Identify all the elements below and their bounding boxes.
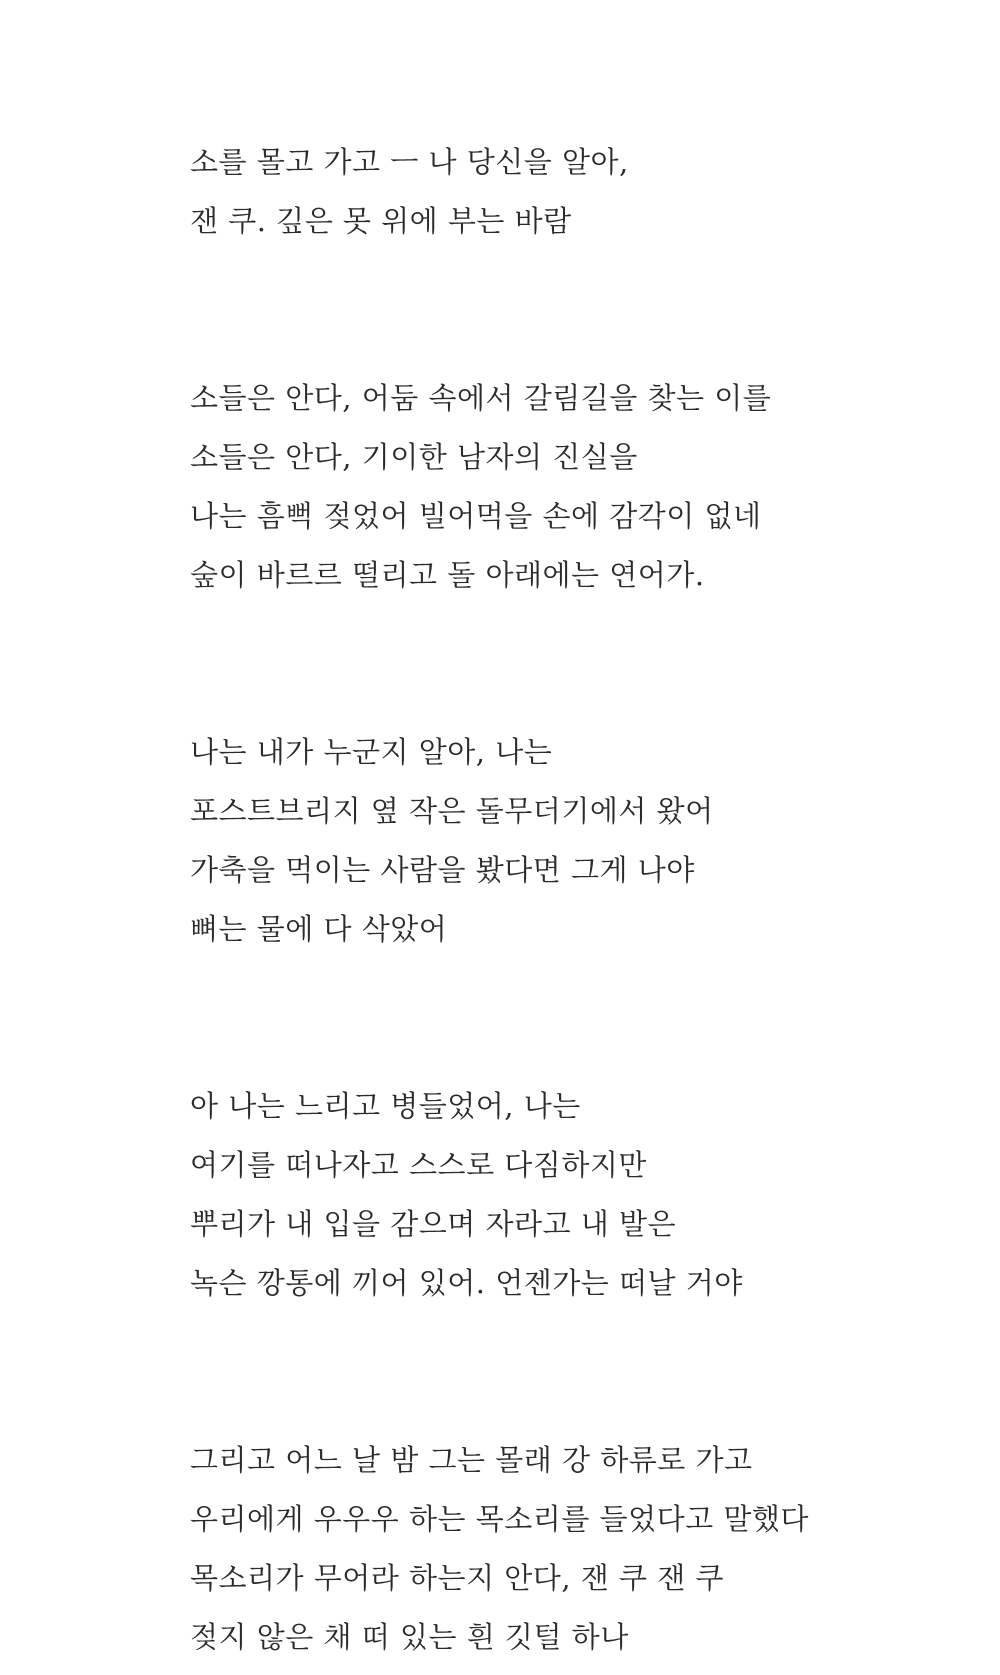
poem-line: 젖지 않은 채 떠 있는 흰 깃털 하나	[190, 1620, 629, 1654]
poem-line: 소들은 안다, 기이한 남자의 진실을	[190, 440, 638, 474]
poem-line: 소를 몰고 가고 ㅡ 나 당신을 알아,	[190, 145, 629, 179]
poem-line: 숲이 바르르 떨리고 돌 아래에는 연어가.	[190, 558, 705, 592]
poem-line: 뼈는 물에 다 삭았어	[190, 912, 448, 946]
stanza-2	[190, 377, 950, 613]
stanza-3	[190, 731, 950, 967]
poem-line: 아 나는 느리고 병들었어, 나는	[190, 1089, 581, 1123]
poem-line: 잰 쿠. 깊은 못 위에 부는 바람	[190, 204, 572, 238]
poem-line: 그리고 어느 날 밤 그는 몰래 강 하류로 가고	[190, 1443, 753, 1477]
stanza-1	[190, 141, 950, 259]
poem-line: 우리에게 우우우 하는 목소리를 들었다고 말했다	[190, 1502, 809, 1536]
poem-line: 나는 흠뻑 젖었어 빌어먹을 손에 감각이 없네	[190, 499, 762, 533]
stanza-5	[190, 1439, 950, 1675]
poem-body	[190, 141, 950, 1675]
poem-line: 소들은 안다, 어둠 속에서 갈림길을 찾는 이를	[190, 381, 772, 415]
poem-line: 가축을 먹이는 사람을 봤다면 그게 나야	[190, 853, 695, 887]
poem-line: 목소리가 무어라 하는지 안다, 잰 쿠 잰 쿠	[190, 1561, 724, 1595]
poem-line: 여기를 떠나자고 스스로 다짐하지만	[190, 1148, 647, 1182]
poem-line: 녹슨 깡통에 끼어 있어. 언젠가는 떠날 거야	[190, 1266, 743, 1300]
poem-line: 포스트브리지 옆 작은 돌무더기에서 왔어	[190, 794, 714, 828]
poem-line: 나는 내가 누군지 알아, 나는	[190, 735, 553, 769]
stanza-4	[190, 1085, 950, 1321]
poem-line: 뿌리가 내 입을 감으며 자라고 내 발은	[190, 1207, 677, 1241]
